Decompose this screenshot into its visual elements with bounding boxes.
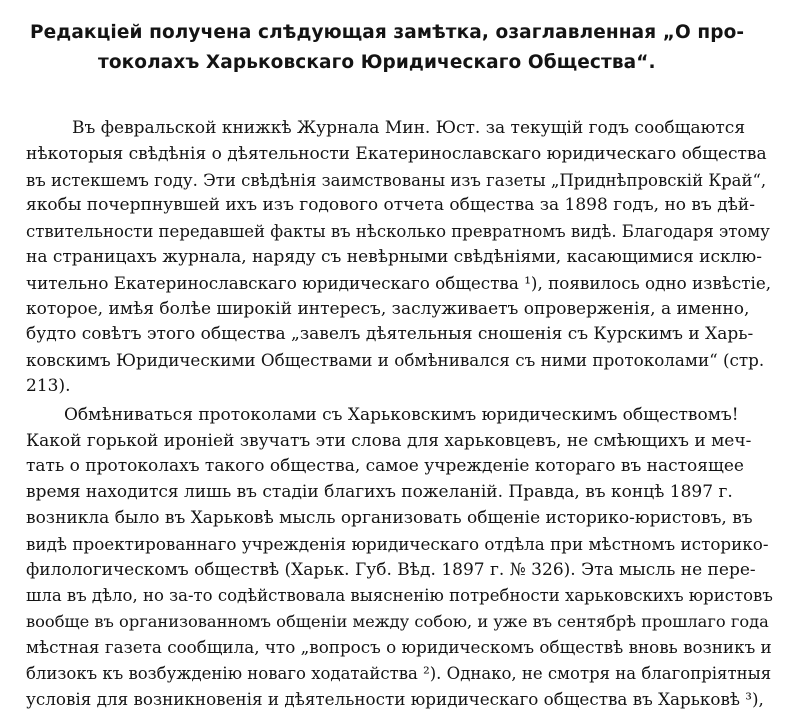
text-line: время находится лишь въ стадіи благихъ пожеланій. Правда, въ концѣ 1897 г. xyxy=(26,482,733,503)
text-line: филологическомъ обществѣ (Харьк. Губ. Вѣд. 1897 г. № 326). Эта мысль не пере- xyxy=(26,559,756,580)
paragraph-2 xyxy=(26,403,774,712)
text-line: ковскимъ Юридическими Обществами и обмѣнивался съ ними протоколами“ (стр. xyxy=(26,350,765,371)
text-line: условія для возникновенія и дѣятельности юридическаго общества въ Харьковѣ ³), xyxy=(26,688,764,709)
text-line: вообще въ организованномъ общеніи между собою, и уже въ сентябрѣ прошлаго года xyxy=(26,612,769,632)
text-line: нѣкоторыя свѣдѣнія о дѣятельности Екатеринославскаго юридическаго общества xyxy=(26,143,767,164)
text-line: якобы почерпнувшей ихъ изъ годового отчета общества за 1898 годъ, но въ дѣй- xyxy=(26,195,756,216)
text-line: чительно Екатеринославскаго юридическаго общества ¹), появилось одно извѣстіе, xyxy=(26,272,772,293)
text-line: близокъ къ возбужденію новаго ходатайства ²). Однако, не смотря на благопріятныя xyxy=(26,663,772,683)
text-line: мѣстная газета сообщила, что „вопросъ о юридическомъ обществѣ вновь возникъ и xyxy=(26,636,772,657)
text-line: тать о протоколахъ такого общества, самое учрежденіе котораго въ настоящее xyxy=(26,456,744,477)
heading-line: Редакціей получена слѣдующая замѣтка, озаглавленная „О про- xyxy=(30,22,745,43)
text-line: которое, имѣя болѣе широкій интересъ, заслуживаетъ опроверженія, а именно, xyxy=(26,298,750,319)
heading-line: токолахъ Харьковскаго Юридическаго Общества“. xyxy=(98,52,656,73)
text-line: 213). xyxy=(26,375,71,396)
text-line: возникла было въ Харьковѣ мысль организовать общеніе историко-юристовъ, въ xyxy=(26,507,753,528)
article-body xyxy=(26,116,774,712)
text-line: въ истекшемъ году. Эти свѣдѣнія заимствованы изъ газеты „Приднѣпровскій Край“, xyxy=(26,170,767,190)
text-line: ствительности передавшей факты въ нѣсколько превратномъ видѣ. Благодаря этому xyxy=(26,222,770,242)
text-line: на страницахъ журнала, наряду съ невѣрными свѣдѣніями, касающимися исклю- xyxy=(26,246,762,267)
text-line: Въ февральской книжкѣ Журнала Мин. Юст. за текущій годъ сообщаются xyxy=(72,118,746,138)
text-line: Какой горькой ироніей звучатъ эти слова для харьковцевъ, не смѣющихъ и меч- xyxy=(26,430,752,451)
text-line: Обмѣниваться протоколами съ Харьковскимъ юридическимъ обществомъ! xyxy=(64,404,739,425)
paragraph-1 xyxy=(26,116,774,400)
text-line: видѣ проектированнаго учрежденія юридическаго отдѣла при мѣстномъ историко- xyxy=(26,533,769,554)
text-line: будто совѣтъ этого общества „завелъ дѣятельныя сношенія съ Курскимъ и Харь- xyxy=(26,324,754,345)
article-heading xyxy=(30,18,770,78)
text-line: шла въ дѣло, но за-то содѣйствовала выясненію потребности харьковскихъ юристовъ xyxy=(26,586,773,606)
